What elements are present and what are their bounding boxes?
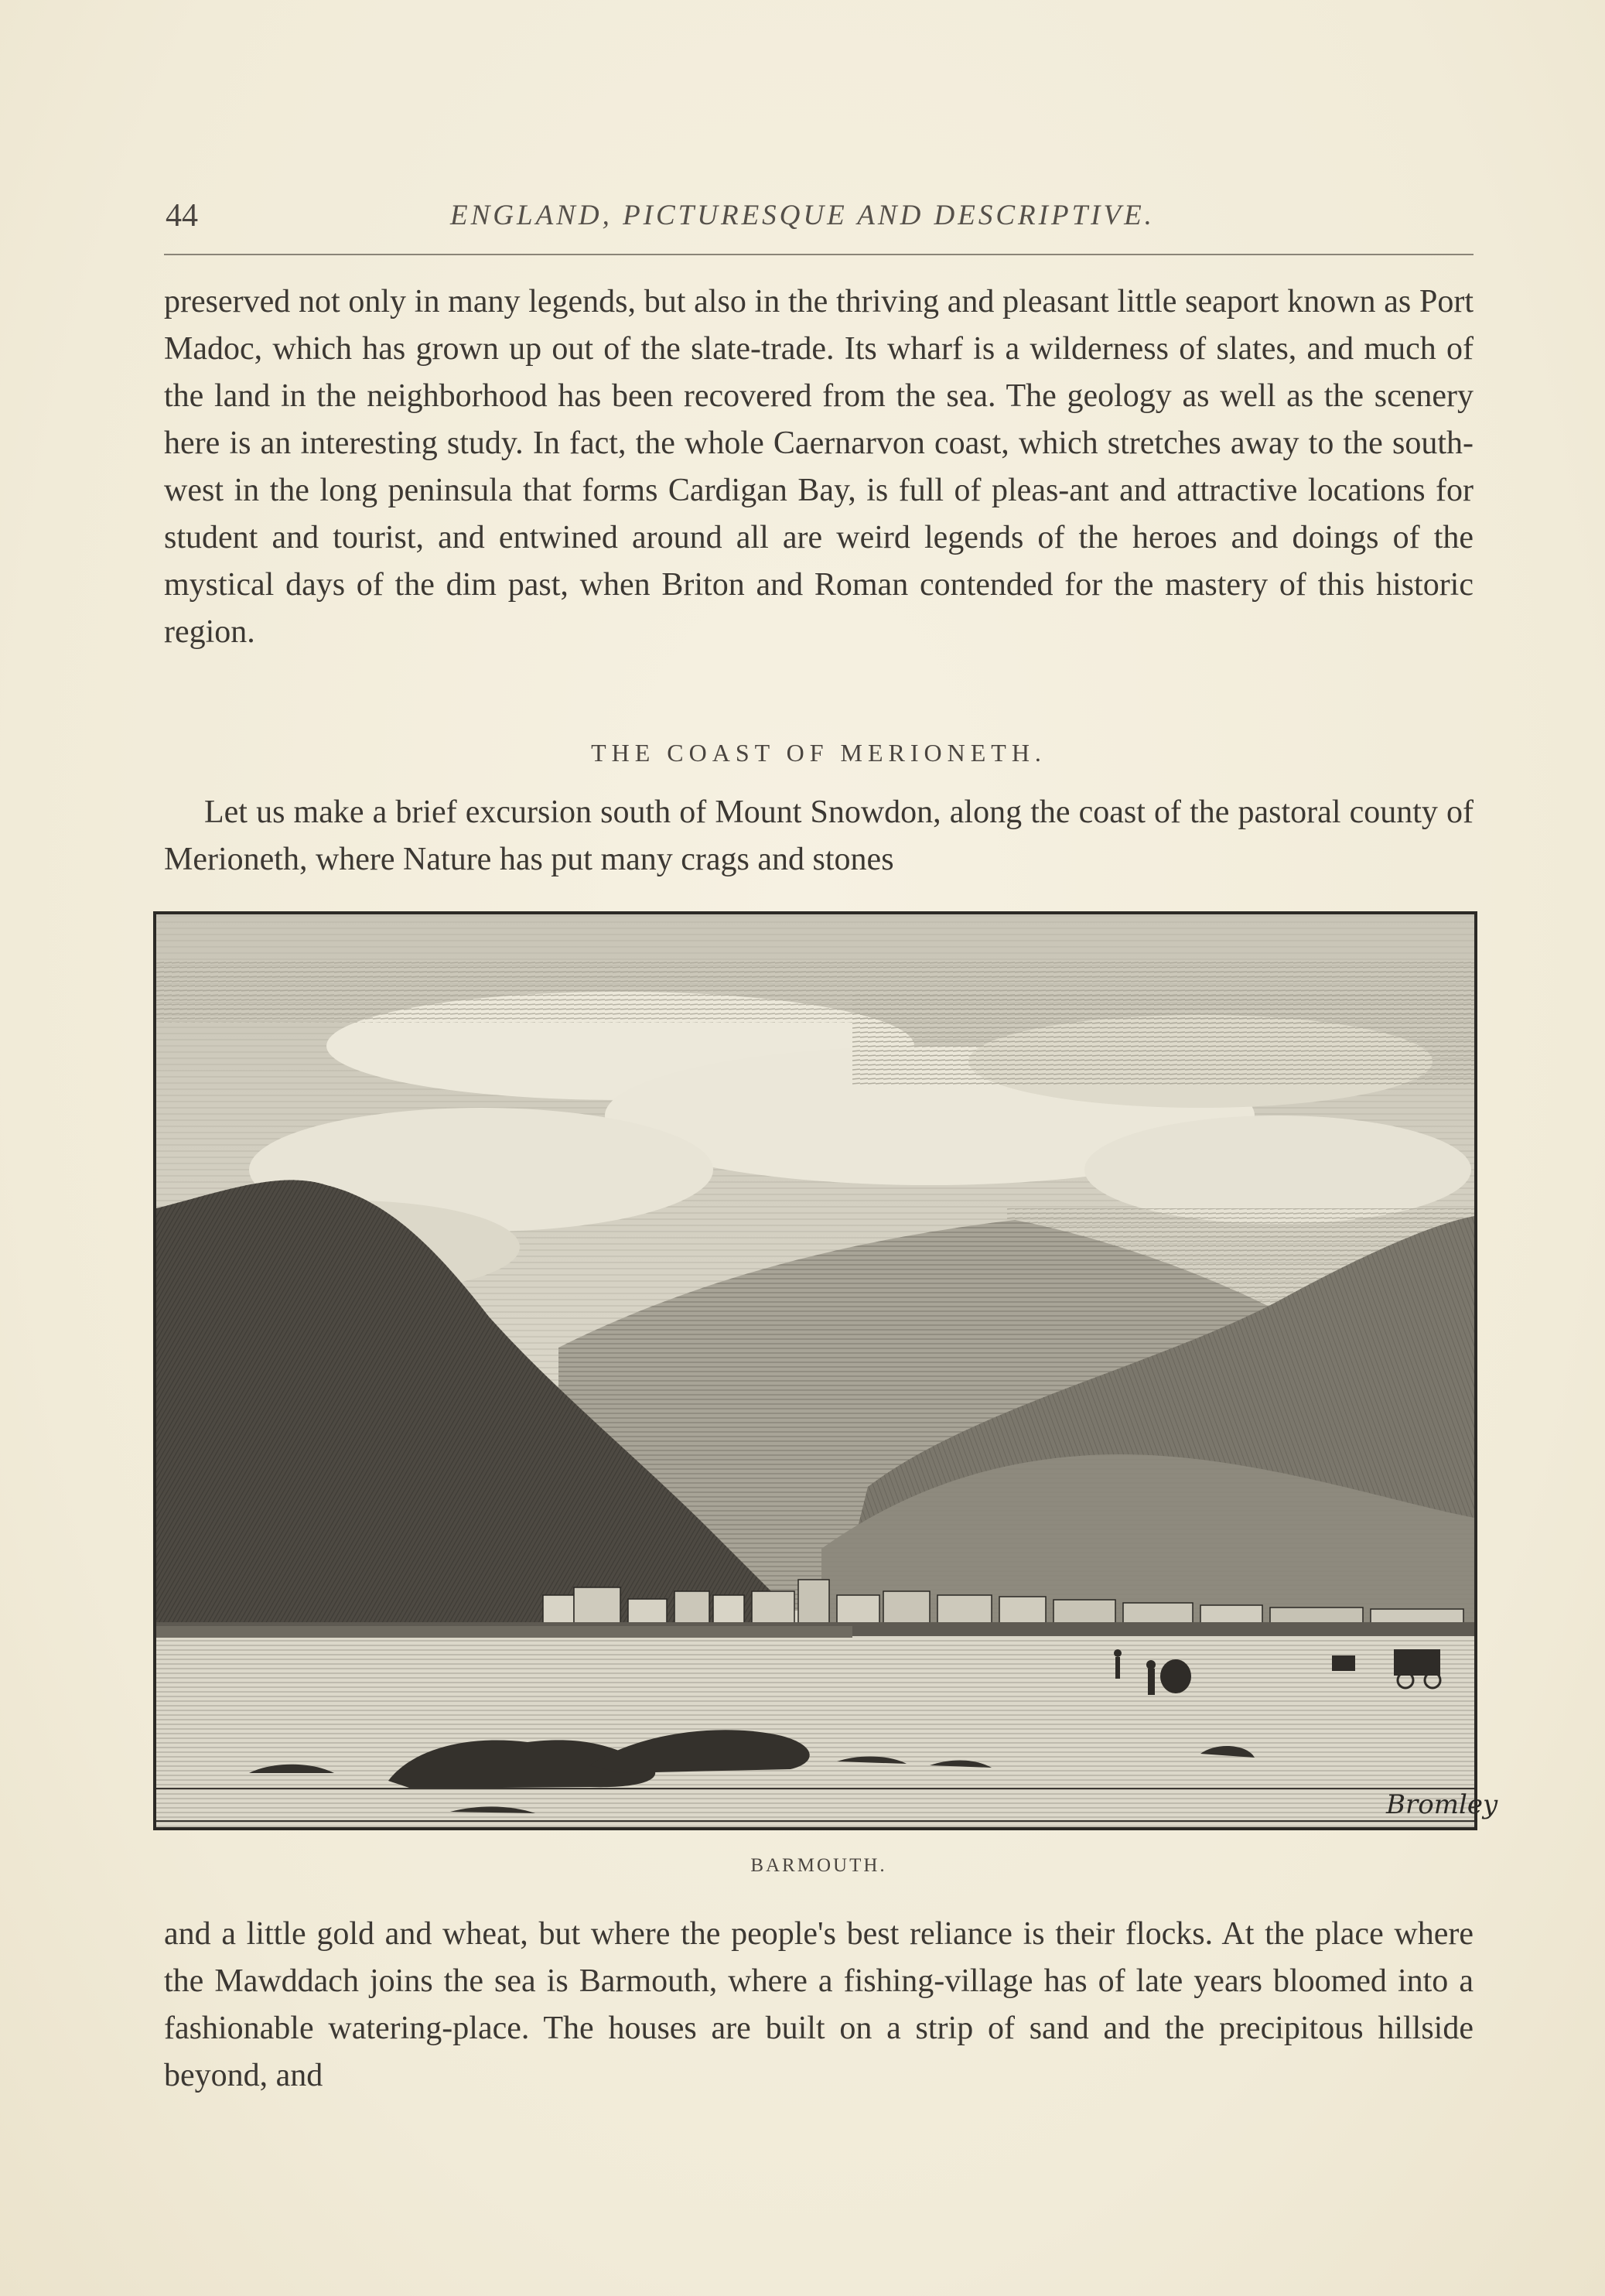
paragraph-3: and a little gold and wheat, but where the people's best reliance is their flocks. At the place where the Mawddach joins the sea is Barmouth, where a fishing-village has of late years bloomed into a fashionable watering-place. The houses are built on a strip of sand and the precipitous hillside beyond, and — [164, 1916, 1474, 2093]
engraving-drawing — [156, 914, 1498, 1827]
paragraph-2: Let us make a brief excursion south of Mount Snowdon, along the coast of the pastoral county of Merioneth, where Nature has put many crags and stones — [164, 794, 1474, 877]
header-rule — [164, 254, 1474, 255]
running-title: ENGLAND, PICTURESQUE AND DESCRIPTIVE. — [450, 200, 1155, 231]
illustration-caption: BARMOUTH. — [750, 1855, 887, 1876]
artist-signature: Bromley — [1386, 1789, 1498, 1820]
paragraph-1: preserved not only in many legends, but also in the thriving and pleasant little seaport known as Port Madoc, which has grown up out of the slate-trade. Its wharf is a wilderness of slates, and much of the land in the neighborhood has been recovered from the sea. The geology as well as the scenery here is an interesting study. In fact, the whole Caernarvon coast, which stretches away to the south-west in the long peninsula that forms Cardigan Bay, is full of pleas-ant and attractive locations for student and tourist, and entwined around all are weird legends of the heroes and doings of the mystical days of the dim past, when Briton and Roman contended for the mastery of this historic region. — [164, 284, 1474, 650]
barmouth-engraving — [153, 911, 1498, 1830]
section-heading: THE COAST OF MERIONETH. — [591, 739, 1047, 767]
page-number: 44 — [166, 198, 198, 234]
page-header — [164, 197, 1474, 244]
